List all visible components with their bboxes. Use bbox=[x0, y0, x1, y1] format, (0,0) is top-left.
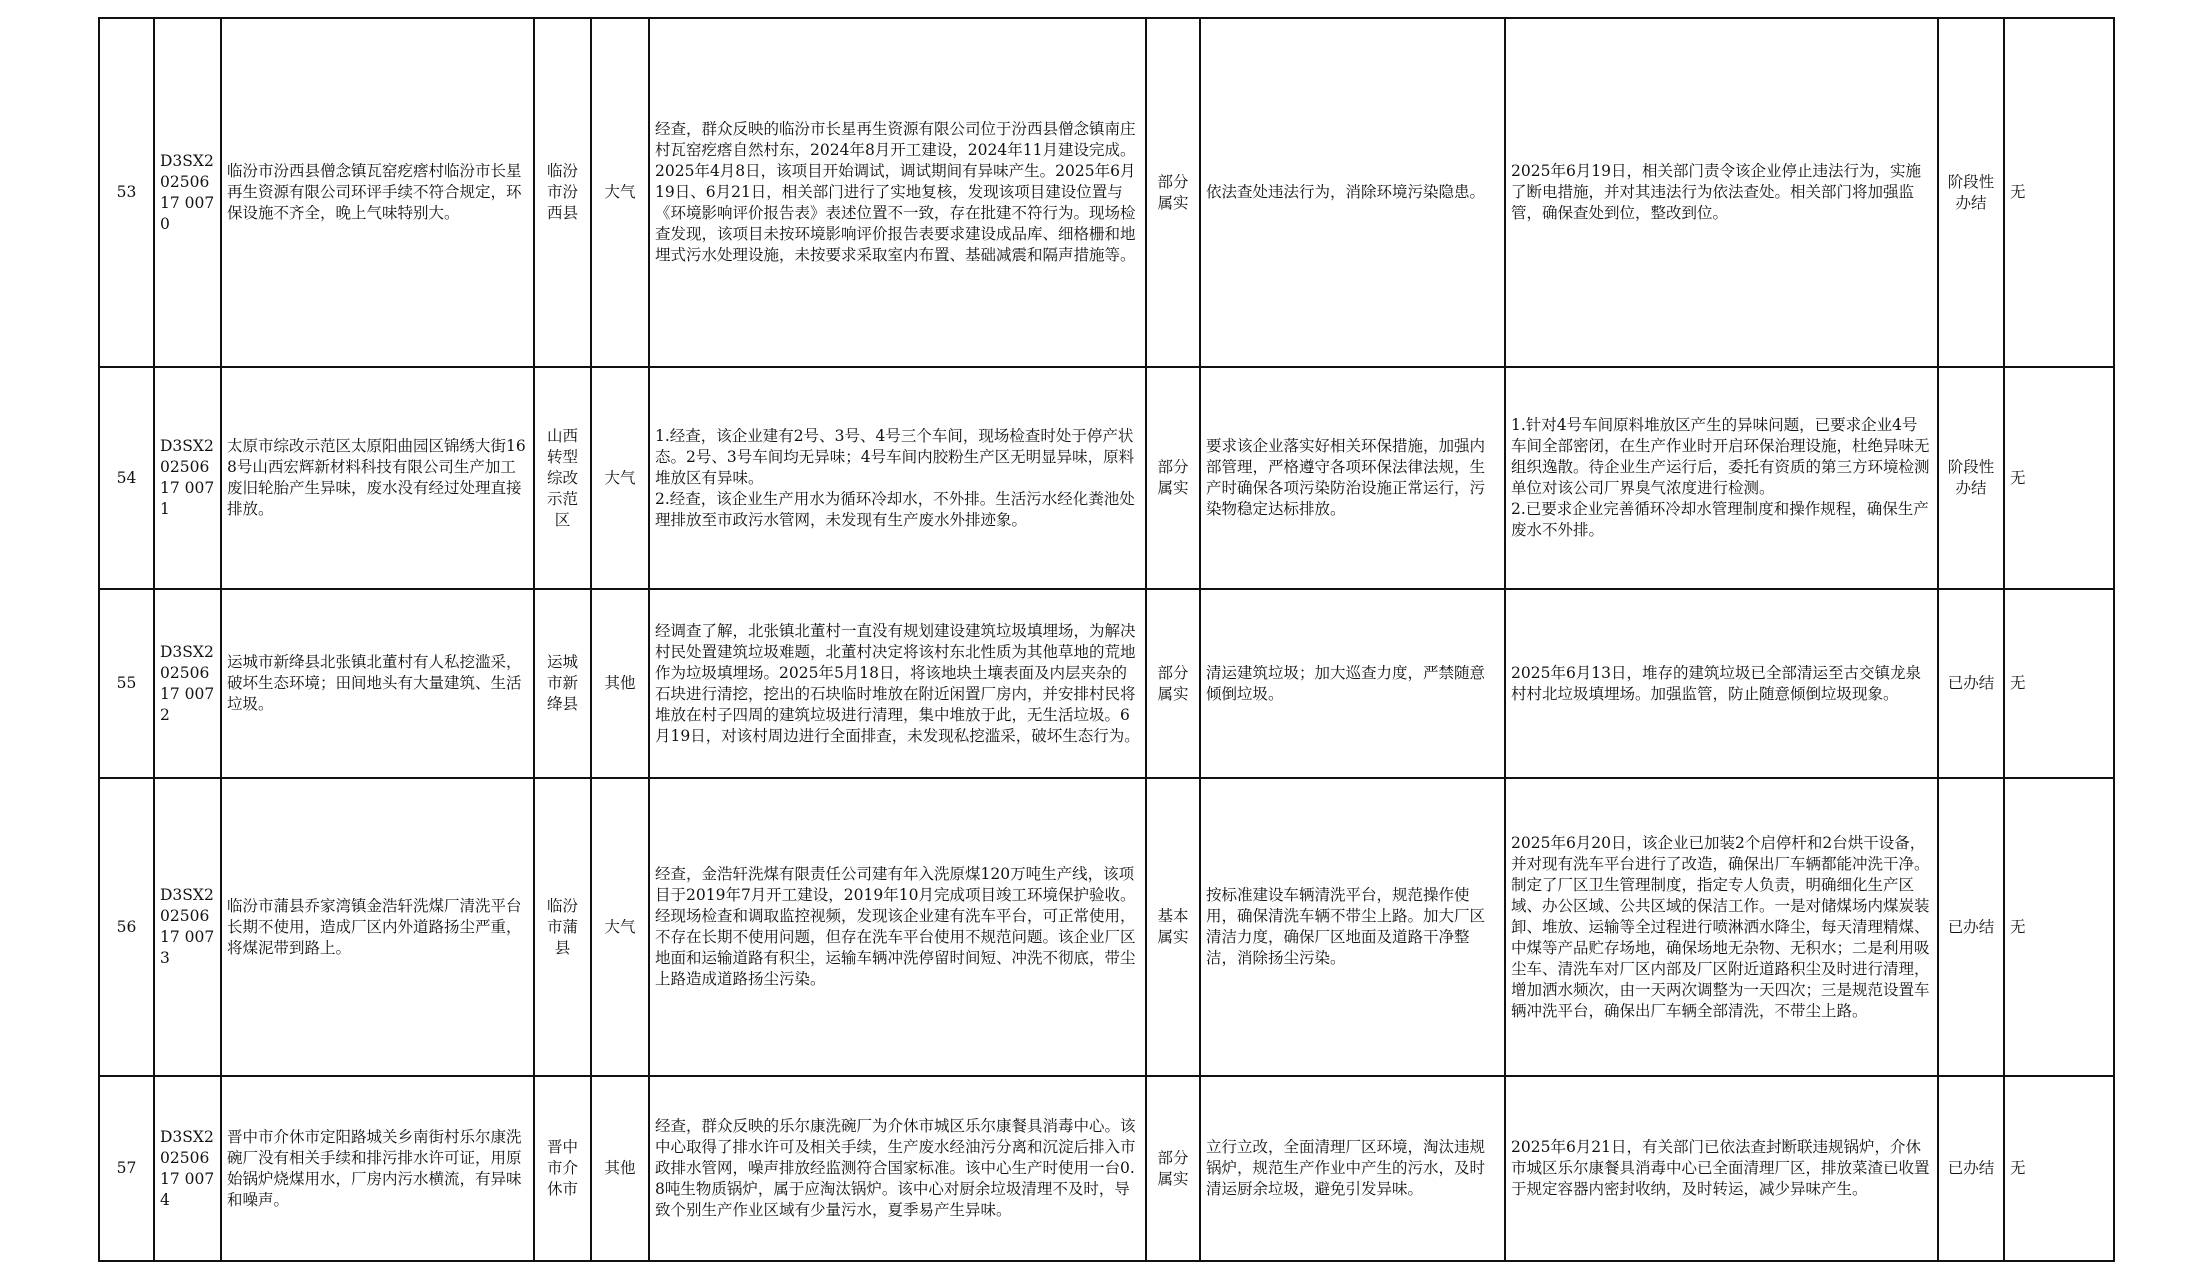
row-number: 57 bbox=[99, 1076, 154, 1261]
case-id: D3SX20250617 0074 bbox=[154, 1076, 221, 1261]
handling-requirement: 清运建筑垃圾；加大巡查力度，严禁随意倾倒垃圾。 bbox=[1200, 589, 1505, 778]
verification-verdict: 基本属实 bbox=[1146, 778, 1200, 1076]
table-row bbox=[99, 778, 2114, 1076]
administrative-region: 临汾市汾西县 bbox=[534, 18, 591, 367]
investigation-result: 经查，金浩轩洗煤有限责任公司建有年入洗原煤120万吨生产线，该项目于2019年7月开工建设，2019年10月完成项目竣工环境保护验收。经现场检查和调取监控视频，发现该企业建有洗车平台，可正常使用，不存在长期不使用问题，但存在洗车平台使用不规范问题。该企业厂区地面和运输道路有积尘，运输车辆冲洗停留时间短、冲洗不彻底，带尘上路造成道路扬尘污染。 bbox=[649, 778, 1146, 1076]
case-id: D3SX20250617 0072 bbox=[154, 589, 221, 778]
verification-verdict: 部分属实 bbox=[1146, 18, 1200, 367]
accountability: 无 bbox=[2004, 367, 2114, 589]
handling-status-detail: 2025年6月21日，有关部门已依法查封断联违规锅炉，介休市城区乐尔康餐具消毒中心已全面清理厂区，排放菜渣已收置于规定容器内密封收纳，及时转运，减少异味产生。 bbox=[1505, 1076, 1938, 1261]
completion-status: 已办结 bbox=[1938, 778, 2004, 1076]
verification-verdict: 部分属实 bbox=[1146, 1076, 1200, 1261]
accountability: 无 bbox=[2004, 18, 2114, 367]
complaint-content: 临汾市蒲县乔家湾镇金浩轩洗煤厂清洗平台长期不使用，造成厂区内外道路扬尘严重，将煤泥带到路上。 bbox=[221, 778, 534, 1076]
handling-status-detail: 1.针对4号车间原料堆放区产生的异味问题，已要求企业4号车间全部密闭，在生产作业时开启环保治理设施，杜绝异味无组织逸散。待企业生产运行后，委托有资质的第三方环境检测单位对该公司厂界臭气浓度进行检测。 2.已要求企业完善循环冷却水管理制度和操作规程，确保生产废水不外排。 bbox=[1505, 367, 1938, 589]
complaint-content: 太原市综改示范区太原阳曲园区锦绣大街168号山西宏辉新材料科技有限公司生产加工废旧轮胎产生异味，废水没有经过处理直接排放。 bbox=[221, 367, 534, 589]
administrative-region: 运城市新绛县 bbox=[534, 589, 591, 778]
row-number: 54 bbox=[99, 367, 154, 589]
administrative-region: 晋中市介休市 bbox=[534, 1076, 591, 1261]
handling-requirement: 要求该企业落实好相关环保措施，加强内部管理，严格遵守各项环保法律法规，生产时确保各项污染防治设施正常运行，污染物稳定达标排放。 bbox=[1200, 367, 1505, 589]
completion-status: 已办结 bbox=[1938, 1076, 2004, 1261]
table-row bbox=[99, 367, 2114, 589]
completion-status: 阶段性办结 bbox=[1938, 367, 2004, 589]
verification-verdict: 部分属实 bbox=[1146, 589, 1200, 778]
complaint-content: 运城市新绛县北张镇北董村有人私挖滥采，破坏生态环境；田间地头有大量建筑、生活垃圾。 bbox=[221, 589, 534, 778]
case-id: D3SX20250617 0073 bbox=[154, 778, 221, 1076]
accountability: 无 bbox=[2004, 778, 2114, 1076]
row-number: 55 bbox=[99, 589, 154, 778]
complaint-content: 晋中市介休市定阳路城关乡南街村乐尔康洗碗厂没有相关手续和排污排水许可证，用原始锅炉烧煤用水，厂房内污水横流，有异味和噪声。 bbox=[221, 1076, 534, 1261]
row-number: 53 bbox=[99, 18, 154, 367]
pollution-type: 其他 bbox=[591, 1076, 649, 1261]
accountability: 无 bbox=[2004, 1076, 2114, 1261]
completion-status: 已办结 bbox=[1938, 589, 2004, 778]
investigation-result: 1.经查，该企业建有2号、3号、4号三个车间，现场检查时处于停产状态。2号、3号车间均无异味；4号车间内胶粉生产区无明显异味，原料堆放区有异味。 2.经查，该企业生产用水为循环冷却水，不外排。生活污水经化粪池处理排放至市政污水管网，未发现有生产废水外排迹象。 bbox=[649, 367, 1146, 589]
handling-requirement: 依法查处违法行为，消除环境污染隐患。 bbox=[1200, 18, 1505, 367]
pollution-type: 大气 bbox=[591, 367, 649, 589]
administrative-region: 临汾市蒲县 bbox=[534, 778, 591, 1076]
pollution-type: 大气 bbox=[591, 778, 649, 1076]
table-row bbox=[99, 1076, 2114, 1261]
pollution-type: 其他 bbox=[591, 589, 649, 778]
pollution-type: 大气 bbox=[591, 18, 649, 367]
handling-status-detail: 2025年6月13日，堆存的建筑垃圾已全部清运至古交镇龙泉村村北垃圾填埋场。加强监管，防止随意倾倒垃圾现象。 bbox=[1505, 589, 1938, 778]
handling-requirement: 立行立改，全面清理厂区环境，淘汰违规锅炉，规范生产作业中产生的污水，及时清运厨余垃圾，避免引发异味。 bbox=[1200, 1076, 1505, 1261]
case-id: D3SX20250617 0071 bbox=[154, 367, 221, 589]
handling-status-detail: 2025年6月19日，相关部门责令该企业停止违法行为，实施了断电措施，并对其违法行为依法查处。相关部门将加强监管，确保查处到位，整改到位。 bbox=[1505, 18, 1938, 367]
completion-status: 阶段性办结 bbox=[1938, 18, 2004, 367]
handling-requirement: 按标准建设车辆清洗平台，规范操作使用，确保清洗车辆不带尘上路。加大厂区清洁力度，确保厂区地面及道路干净整洁，消除扬尘污染。 bbox=[1200, 778, 1505, 1076]
complaint-content: 临汾市汾西县僧念镇瓦窑疙瘩村临汾市长星再生资源有限公司环评手续不符合规定，环保设施不齐全，晚上气味特别大。 bbox=[221, 18, 534, 367]
investigation-result: 经查，群众反映的乐尔康洗碗厂为介休市城区乐尔康餐具消毒中心。该中心取得了排水许可及相关手续，生产废水经油污分离和沉淀后排入市政排水管网，噪声排放经监测符合国家标准。该中心生产时使用一台0.8吨生物质锅炉，属于应淘汰锅炉。该中心对厨余垃圾清理不及时，导致个别生产作业区域有少量污水，夏季易产生异味。 bbox=[649, 1076, 1146, 1261]
handling-status-detail: 2025年6月20日，该企业已加装2个启停杆和2台烘干设备，并对现有洗车平台进行了改造，确保出厂车辆都能冲洗干净。制定了厂区卫生管理制度，指定专人负责，明确细化生产区域、办公区域、公共区域的保洁工作。一是对储煤场内煤炭装卸、堆放、运输等全过程进行喷淋洒水降尘，每天清理精煤、中煤等产品贮存场地，确保场地无杂物、无积水；二是利用吸尘车、清洗车对厂区内部及厂区附近道路积尘及时进行清理，增加洒水频次，由一天两次调整为一天四次；三是规范设置车辆冲洗平台，确保出厂车辆全部清洗，不带尘上路。 bbox=[1505, 778, 1938, 1076]
administrative-region: 山西转型综改示范区 bbox=[534, 367, 591, 589]
table-row bbox=[99, 589, 2114, 778]
verification-verdict: 部分属实 bbox=[1146, 367, 1200, 589]
investigation-result: 经查，群众反映的临汾市长星再生资源有限公司位于汾西县僧念镇南庄村瓦窑疙瘩自然村东，2024年8月开工建设，2024年11月建设完成。2025年4月8日，该项目开始调试，调试期间有异味产生。2025年6月19日、6月21日，相关部门进行了实地复核，发现该项目建设位置与《环境影响评价报告表》表述位置不一致，存在批建不符行为。现场检查发现，该项目未按环境影响评价报告表要求建设成品库、细格栅和地埋式污水处理设施，未按要求采取室内布置、基础减震和隔声措施等。 bbox=[649, 18, 1146, 367]
document-body bbox=[98, 17, 2113, 1262]
table-row bbox=[99, 18, 2114, 367]
accountability: 无 bbox=[2004, 589, 2114, 778]
row-number: 56 bbox=[99, 778, 154, 1076]
investigation-result: 经调查了解，北张镇北董村一直没有规划建设建筑垃圾填埋场，为解决村民处置建筑垃圾难题，北董村决定将该村东北性质为其他草地的荒地作为垃圾填埋场。2025年5月18日，将该地块土壤表面及内层夹杂的石块进行清挖，挖出的石块临时堆放在附近闲置厂房内，并安排村民将堆放在村子四周的建筑垃圾进行清理，集中堆放于此，无生活垃圾。6月19日，对该村周边进行全面排查，未发现私挖滥采，破坏生态行为。 bbox=[649, 589, 1146, 778]
case-id: D3SX20250617 0070 bbox=[154, 18, 221, 367]
petition-handling-table bbox=[98, 17, 2115, 1262]
